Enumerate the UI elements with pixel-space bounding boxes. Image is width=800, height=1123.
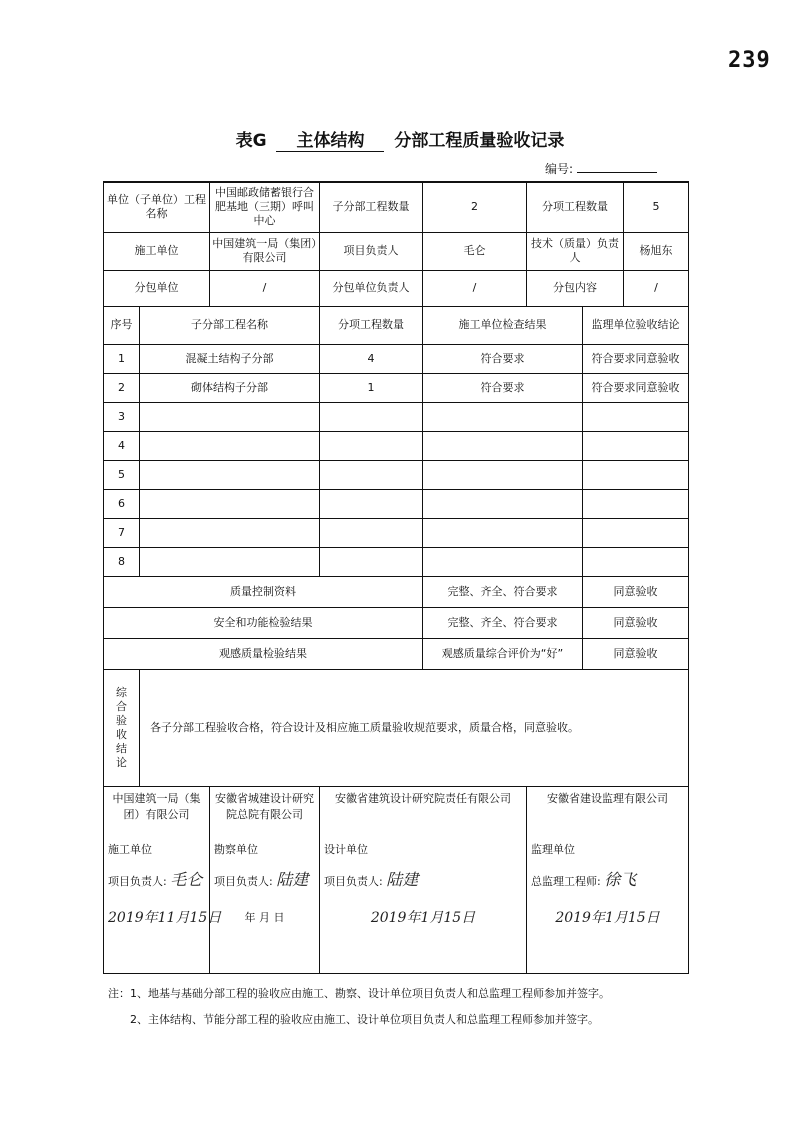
signature-pm bbox=[324, 869, 522, 889]
row-check bbox=[423, 547, 583, 576]
signature-block-survey bbox=[210, 786, 320, 973]
row-supervise bbox=[583, 402, 689, 431]
row-name bbox=[140, 489, 320, 518]
sub-content-value: / bbox=[624, 270, 689, 306]
conclusion-label-char: 论 bbox=[116, 755, 127, 769]
summary-supervise: 同意验收 bbox=[583, 607, 689, 638]
row-count: 1 bbox=[320, 373, 423, 402]
row-supervise: 符合要求同意验收 bbox=[583, 344, 689, 373]
sub-count-label: 子分部工程数量 bbox=[320, 182, 423, 232]
row-name bbox=[140, 460, 320, 489]
signature-org: 中国建筑一局（集团）有限公司 bbox=[112, 791, 201, 821]
signature-pm-label: 项目负责人: bbox=[108, 874, 167, 888]
signature-pm-label: 总监理工程师: bbox=[531, 874, 601, 888]
item-count-value: 5 bbox=[624, 182, 689, 232]
table-row bbox=[104, 547, 689, 576]
page-number: 239 bbox=[728, 48, 771, 73]
row-count: 4 bbox=[320, 344, 423, 373]
conclusion-label-char: 结 bbox=[116, 741, 127, 755]
row-name bbox=[140, 547, 320, 576]
footnotes bbox=[108, 981, 748, 1033]
row-check bbox=[423, 431, 583, 460]
conclusion-label-char: 综 bbox=[116, 685, 127, 699]
col-count: 分项工程数量 bbox=[320, 306, 423, 344]
page-title bbox=[0, 126, 800, 152]
tech-label: 技术（质量）负责人 bbox=[527, 232, 624, 270]
summary-row bbox=[104, 607, 689, 638]
pm-value: 毛仑 bbox=[423, 232, 527, 270]
sub-content-label: 分包内容 bbox=[527, 270, 624, 306]
table-row bbox=[104, 489, 689, 518]
row-supervise bbox=[583, 489, 689, 518]
unit-label: 单位（子单位）工程名称 bbox=[104, 182, 210, 232]
row-seq: 1 bbox=[104, 344, 140, 373]
sub-count-value: 2 bbox=[423, 182, 527, 232]
column-header-row bbox=[104, 306, 689, 344]
row-check bbox=[423, 489, 583, 518]
col-check: 施工单位检查结果 bbox=[423, 306, 583, 344]
signature-org: 安徽省城建设计研究院总院有限公司 bbox=[215, 791, 314, 821]
acceptance-table bbox=[103, 181, 689, 974]
row-seq: 5 bbox=[104, 460, 140, 489]
row-name bbox=[140, 518, 320, 547]
signature-block-design bbox=[320, 786, 527, 973]
table-row bbox=[104, 431, 689, 460]
sub-pm-label: 分包单位负责人 bbox=[320, 270, 423, 306]
signature-date: 2019年11月15日 bbox=[108, 909, 222, 926]
signature-date: 年 月 日 bbox=[244, 910, 285, 924]
signature-pm-label: 项目负责人: bbox=[214, 874, 273, 888]
conclusion-label-char: 验 bbox=[116, 713, 127, 727]
signature-pm-label: 项目负责人: bbox=[324, 874, 383, 888]
row-seq: 6 bbox=[104, 489, 140, 518]
row-count bbox=[320, 518, 423, 547]
summary-check: 观感质量综合评价为“好” bbox=[423, 638, 583, 669]
summary-row bbox=[104, 576, 689, 607]
table-row bbox=[104, 344, 689, 373]
row-supervise bbox=[583, 518, 689, 547]
conclusion-label-char: 收 bbox=[116, 727, 127, 741]
signature-date: 2019年1月15日 bbox=[555, 909, 660, 926]
row-count bbox=[320, 431, 423, 460]
signature-org: 安徽省建设监理有限公司 bbox=[547, 791, 668, 805]
signature-role: 设计单位 bbox=[324, 842, 368, 856]
row-name bbox=[140, 431, 320, 460]
handwritten-signature: 陆建 bbox=[386, 869, 419, 889]
conclusion-label bbox=[104, 669, 140, 786]
subcontractor-value: / bbox=[210, 270, 320, 306]
tech-value: 杨旭东 bbox=[624, 232, 689, 270]
summary-check: 完整、齐全、符合要求 bbox=[423, 607, 583, 638]
sub-pm-value: / bbox=[423, 270, 527, 306]
conclusion-row bbox=[104, 669, 689, 786]
signature-pm bbox=[108, 869, 205, 889]
title-blank: 主体结构 bbox=[276, 126, 384, 152]
table-row bbox=[104, 518, 689, 547]
signature-pm bbox=[214, 869, 315, 889]
handwritten-signature: 徐飞 bbox=[604, 869, 637, 889]
title-prefix: 表G bbox=[235, 131, 267, 151]
signature-org: 安徽省建筑设计研究院责任有限公司 bbox=[335, 791, 511, 805]
constructor-label: 施工单位 bbox=[104, 232, 210, 270]
row-count bbox=[320, 460, 423, 489]
signature-block-supervision bbox=[527, 786, 689, 973]
signature-role: 勘察单位 bbox=[214, 842, 258, 856]
table-row bbox=[104, 460, 689, 489]
summary-label: 安全和功能检验结果 bbox=[104, 607, 423, 638]
summary-row bbox=[104, 638, 689, 669]
row-supervise bbox=[583, 547, 689, 576]
row-seq: 3 bbox=[104, 402, 140, 431]
unit-value: 中国邮政储蓄银行合肥基地（三期）呼叫中心 bbox=[210, 182, 320, 232]
row-supervise: 符合要求同意验收 bbox=[583, 373, 689, 402]
title-suffix: 分部工程质量验收记录 bbox=[394, 131, 565, 151]
handwritten-signature: 陆建 bbox=[276, 869, 309, 889]
summary-supervise: 同意验收 bbox=[583, 576, 689, 607]
item-count-label: 分项工程数量 bbox=[527, 182, 624, 232]
row-check bbox=[423, 518, 583, 547]
row-supervise bbox=[583, 460, 689, 489]
table-row bbox=[104, 402, 689, 431]
summary-label: 质量控制资料 bbox=[104, 576, 423, 607]
record-number bbox=[545, 160, 657, 177]
header-row-3 bbox=[104, 270, 689, 306]
record-number-field bbox=[577, 160, 657, 173]
handwritten-signature: 毛仑 bbox=[170, 869, 203, 889]
row-count bbox=[320, 402, 423, 431]
summary-check: 完整、齐全、符合要求 bbox=[423, 576, 583, 607]
row-seq: 7 bbox=[104, 518, 140, 547]
subcontractor-label: 分包单位 bbox=[104, 270, 210, 306]
row-name: 混凝土结构子分部 bbox=[140, 344, 320, 373]
header-row-2 bbox=[104, 232, 689, 270]
summary-supervise: 同意验收 bbox=[583, 638, 689, 669]
conclusion-label-char: 合 bbox=[116, 699, 127, 713]
row-supervise bbox=[583, 431, 689, 460]
col-name: 子分部工程名称 bbox=[140, 306, 320, 344]
row-name bbox=[140, 402, 320, 431]
signature-pm bbox=[531, 869, 684, 889]
footnote-1: 注：1、地基与基础分部工程的验收应由施工、勘察、设计单位项目负责人和总监理工程师参加并签字。 bbox=[108, 987, 610, 1000]
row-check: 符合要求 bbox=[423, 344, 583, 373]
row-name: 砌体结构子分部 bbox=[140, 373, 320, 402]
summary-label: 观感质量检验结果 bbox=[104, 638, 423, 669]
signature-role: 施工单位 bbox=[108, 842, 152, 856]
row-seq: 8 bbox=[104, 547, 140, 576]
col-supervise: 监理单位验收结论 bbox=[583, 306, 689, 344]
row-seq: 4 bbox=[104, 431, 140, 460]
signature-role: 监理单位 bbox=[531, 842, 575, 856]
signature-block-constructor bbox=[104, 786, 222, 973]
row-count bbox=[320, 547, 423, 576]
row-check bbox=[423, 402, 583, 431]
signature-date: 2019年1月15日 bbox=[370, 909, 476, 926]
row-check: 符合要求 bbox=[423, 373, 583, 402]
col-seq: 序号 bbox=[104, 306, 140, 344]
pm-label: 项目负责人 bbox=[320, 232, 423, 270]
signature-row bbox=[104, 786, 689, 973]
constructor-value: 中国建筑一局（集团）有限公司 bbox=[210, 232, 320, 270]
header-row-1 bbox=[104, 182, 689, 232]
conclusion-text: 各子分部工程验收合格，符合设计及相应施工质量验收规范要求，质量合格，同意验收。 bbox=[140, 669, 689, 786]
row-check bbox=[423, 460, 583, 489]
footnote-2: 2、主体结构、节能分部工程的验收应由施工、设计单位项目负责人和总监理工程师参加并签字。 bbox=[130, 1013, 599, 1026]
table-row bbox=[104, 373, 689, 402]
row-seq: 2 bbox=[104, 373, 140, 402]
record-number-label: 编号: bbox=[545, 162, 574, 176]
row-count bbox=[320, 489, 423, 518]
